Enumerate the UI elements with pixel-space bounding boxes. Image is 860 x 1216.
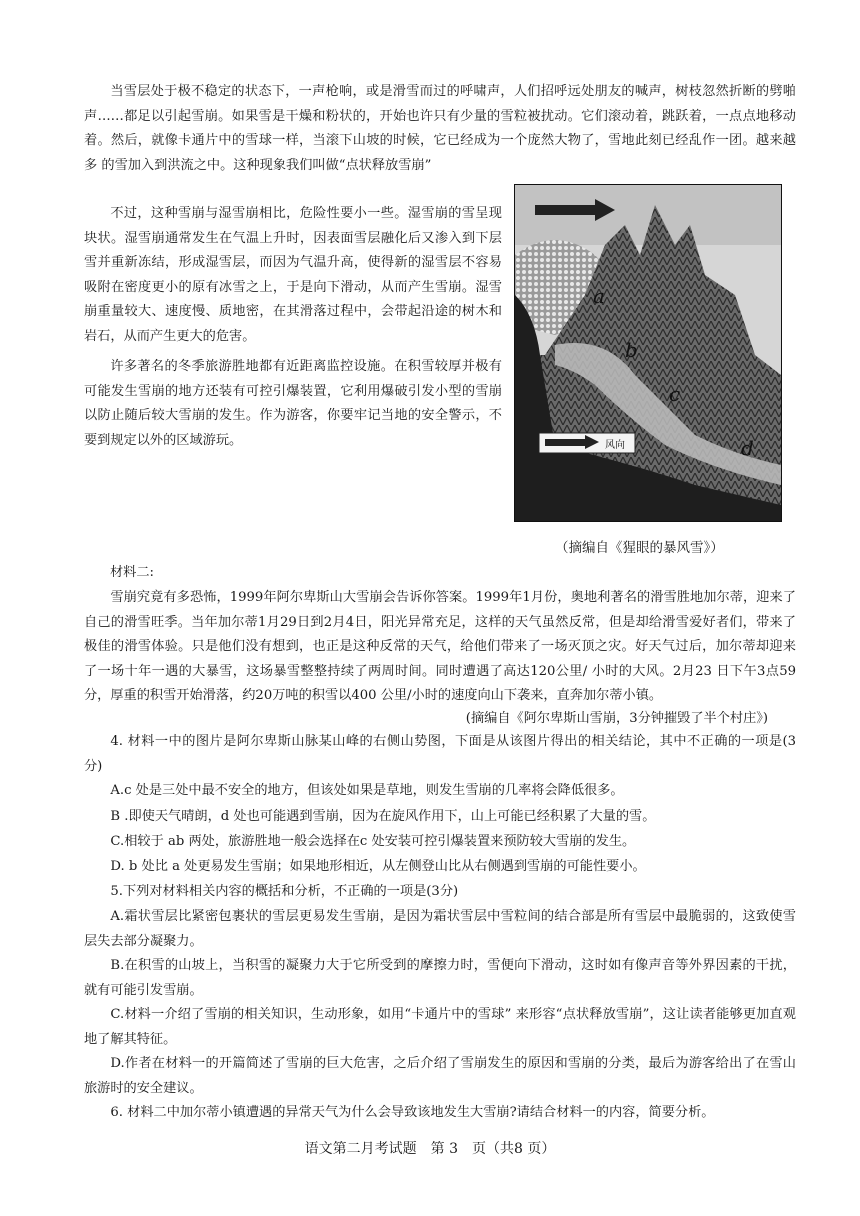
label-b: b xyxy=(625,338,638,362)
question-5-option-a: A.霜状雪层比紧密包裹状的雪层更易发生雪崩，是因为霜状雪层中雪粒间的结合部是所有雪层中最脆弱的，这致使雪层失去部分凝聚力。 xyxy=(84,909,796,949)
avalanche-mountain-figure xyxy=(514,184,782,522)
question-5-stem: 5.下列对材料相关内容的概括和分析，不正确的一项是(3分) xyxy=(110,884,459,899)
material1-paragraph-3: 许多著名的冬季旅游胜地都有近距离监控设施。在积雪较厚并极有可能发生雪崩的地方还装有可控引爆装置，它利用爆破引发小型的雪崩以防止随后较大雪崩的发生。作为游客，你要牢记当地的安全警示，不要到规定以外的区域游玩。 xyxy=(84,359,502,448)
question-5-option-d: D.作者在材料一的开篇简述了雪崩的巨大危害，之后介绍了雪崩发生的原因和雪崩的分类，最后为游客给出了在雪山旅游时的安全建议。 xyxy=(84,1056,796,1096)
page-footer: 语文第二月考试题 第 3 页（共8 页） xyxy=(304,1141,556,1157)
question-6-stem: 6. 材料二中加尔蒂小镇遭遇的异常天气为什么会导致该地发生大雪崩?请结合材料一的内容，简要分析。 xyxy=(110,1105,715,1120)
figure-caption: （摘编自《猩眼的暴风雪》） xyxy=(555,540,724,556)
label-d: d xyxy=(741,436,754,460)
label-c: c xyxy=(669,382,681,406)
question-5-option-c: C.材料一介绍了雪崩的相关知识，生动形象，如用“卡通片中的雪球” 来形容“点状释放雪崩”，这让读者能够更加直观地了解其特征。 xyxy=(84,1007,796,1047)
question-4-option-d: D. b 处比 a 处更易发生雪崩；如果地形相近，从左侧登山比从右侧遇到雪崩的可能性要小。 xyxy=(110,859,646,874)
wind-direction-label: 风向 xyxy=(605,440,625,451)
question-4-option-a: A.c 处是三处中最不安全的地方，但该处如果是草地，则发生雪崩的几率将会降低很多。 xyxy=(110,783,624,798)
question-4-stem: 4. 材料一中的图片是阿尔卑斯山脉某山峰的右侧山势图，下面是从该图片得出的相关结论，其中不正确的一项是(3 分) xyxy=(84,734,796,774)
question-4-option-c: C.相较于 ab 两处，旅游胜地一般会选择在c 处安装可控引爆装置来预防较大雪崩的发生。 xyxy=(110,834,636,849)
label-a: a xyxy=(593,284,605,308)
question-4-option-b: B .即使天气晴朗，d 处也可能遇到雪崩，因为在旋风作用下，山上可能已经积累了大量的雪。 xyxy=(110,809,656,824)
question-5-option-b: B.在积雪的山坡上，当积雪的凝聚力大于它所受到的摩擦力时，雪便向下滑动，这时如有像声音等外界因素的干扰，就有可能引发雪崩。 xyxy=(84,958,796,998)
material2-source: (摘编自《阿尔卑斯山雪崩，3分钟摧毁了半个村庄》) xyxy=(465,711,768,726)
material2-heading: 材料二: xyxy=(110,565,155,580)
material1-paragraph-1: 当雪层处于极不稳定的状态下，一声枪响，或是滑雪而过的呼啸声，人们招呼远处朋友的喊声，树枝忽然折断的劈啪声……都足以引起雪崩。如果雪是干燥和粉状的，开始也许只有少量的雪粒被扰动。它们滚动着，跳跃着，一点点地移动着。然后，就像卡通片中的雪球一样，当滚下山坡的时候，它已经成为一个庞然大物了，雪地此刻已经乱作一团。越来越多 的雪加入到洪流之中。这种现象我们叫做“点状释放雪崩” xyxy=(84,84,796,173)
material2-paragraph: 雪崩究竟有多恐怖，1999年阿尔卑斯山大雪崩会告诉你答案。1999年1月份，奥地利著名的滑雪胜地加尔蒂，迎来了自己的滑雪旺季。当年加尔蒂1月29日到2月4日，阳光异常充足，这样的天气虽然反常，但是却给滑雪爱好者们，带来了极佳的滑雪体验。只是他们没有想到，也正是这种反常的天气，给他们带来了一场灭顶之灾。好天气过后，加尔蒂却迎来了一场十年一遇的大暴雪，这场暴雪整整持续了两周时间。同时遭遇了高达120公里/ 小时的大风。2月23 日下午3点59分，厚重的积雪开始滑落，约20万吨的积雪以400 公里/小时的速度向山下袭来，直奔加尔蒂小镇。 xyxy=(84,590,796,703)
mountain-illustration xyxy=(515,185,781,521)
material1-paragraph-2: 不过，这种雪崩与湿雪崩相比，危险性要小一些。湿雪崩的雪呈现块状。湿雪崩通常发生在气温上升时，因表面雪层融化后又渗入到下层雪并重新冻结，形成湿雪层，而因为气温升高，使得新的湿雪层不容易吸附在密度更小的原有冰雪之上，于是向下滑动，从而产生雪崩。湿雪崩重量较大、速度慢、质地密，在其滑落过程中，会带起沿途的树木和岩石，从而产生更大的危害。 xyxy=(84,206,502,344)
